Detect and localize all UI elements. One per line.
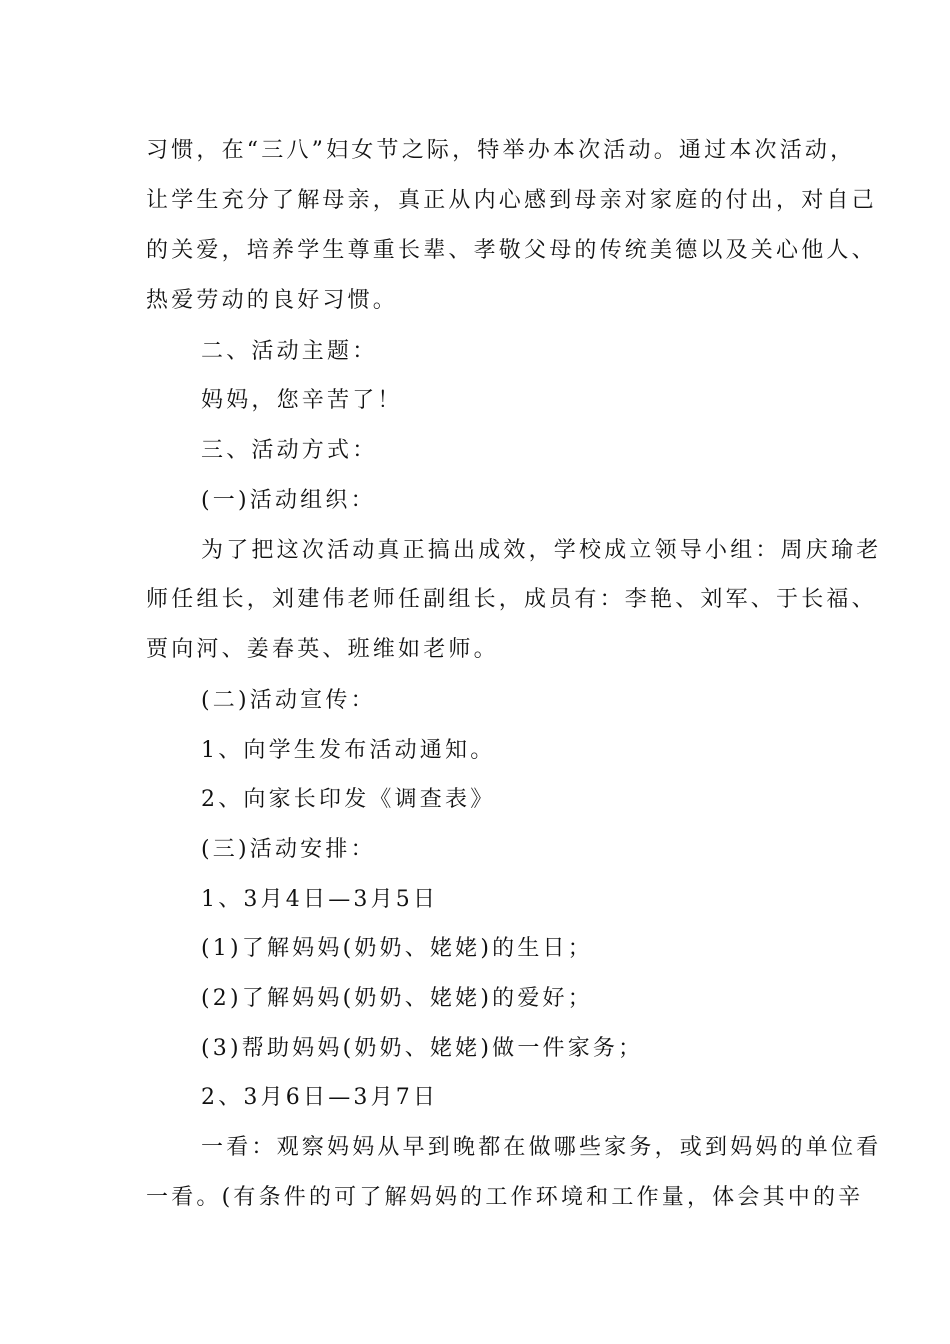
subheading-organization: (一)活动组织： <box>201 488 376 513</box>
paragraph-line: 习惯，在“三八”妇女节之际，特举办本次活动。通过本次活动， <box>146 138 856 163</box>
section-heading-theme: 二、活动主题： <box>201 339 378 364</box>
theme-text: 妈妈，您辛苦了！ <box>201 388 403 413</box>
section-heading-method: 三、活动方式： <box>201 438 378 463</box>
list-item: 1、向学生发布活动通知。 <box>201 738 496 763</box>
paragraph-line: 一看：观察妈妈从早到晚都在做哪些家务，或到妈妈的单位看 <box>201 1135 882 1160</box>
subheading-publicity: (二)活动宣传： <box>201 688 376 713</box>
paragraph-line: 让学生充分了解母亲，真正从内心感到母亲对家庭的付出，对自己 <box>146 188 877 213</box>
list-item: 1、3月4日—3月5日 <box>201 887 439 912</box>
list-item: (3)帮助妈妈(奶奶、姥姥)做一件家务； <box>201 1036 644 1061</box>
paragraph-line: 为了把这次活动真正搞出成效，学校成立领导小组：周庆瑜老 <box>201 538 882 563</box>
list-item: (1)了解妈妈(奶奶、姥姥)的生日； <box>201 936 593 961</box>
list-item: 2、3月6日—3月7日 <box>201 1085 439 1110</box>
paragraph-line: 的关爱，培养学生尊重长辈、孝敬父母的传统美德以及关心他人、 <box>146 238 877 263</box>
list-item: 2、向家长印发《调查表》 <box>201 787 496 812</box>
paragraph-line: 热爱劳动的良好习惯。 <box>146 288 399 313</box>
paragraph-line: 师任组长，刘建伟老师任副组长，成员有：李艳、刘军、于长福、 <box>146 587 877 612</box>
paragraph-line: 一看。(有条件的可了解妈妈的工作环境和工作量，体会其中的辛 <box>146 1185 864 1210</box>
list-item: (2)了解妈妈(奶奶、姥姥)的爱好； <box>201 986 593 1011</box>
subheading-arrangement: (三)活动安排： <box>201 837 376 862</box>
paragraph-line: 贾向河、姜春英、班维如老师。 <box>146 637 499 662</box>
